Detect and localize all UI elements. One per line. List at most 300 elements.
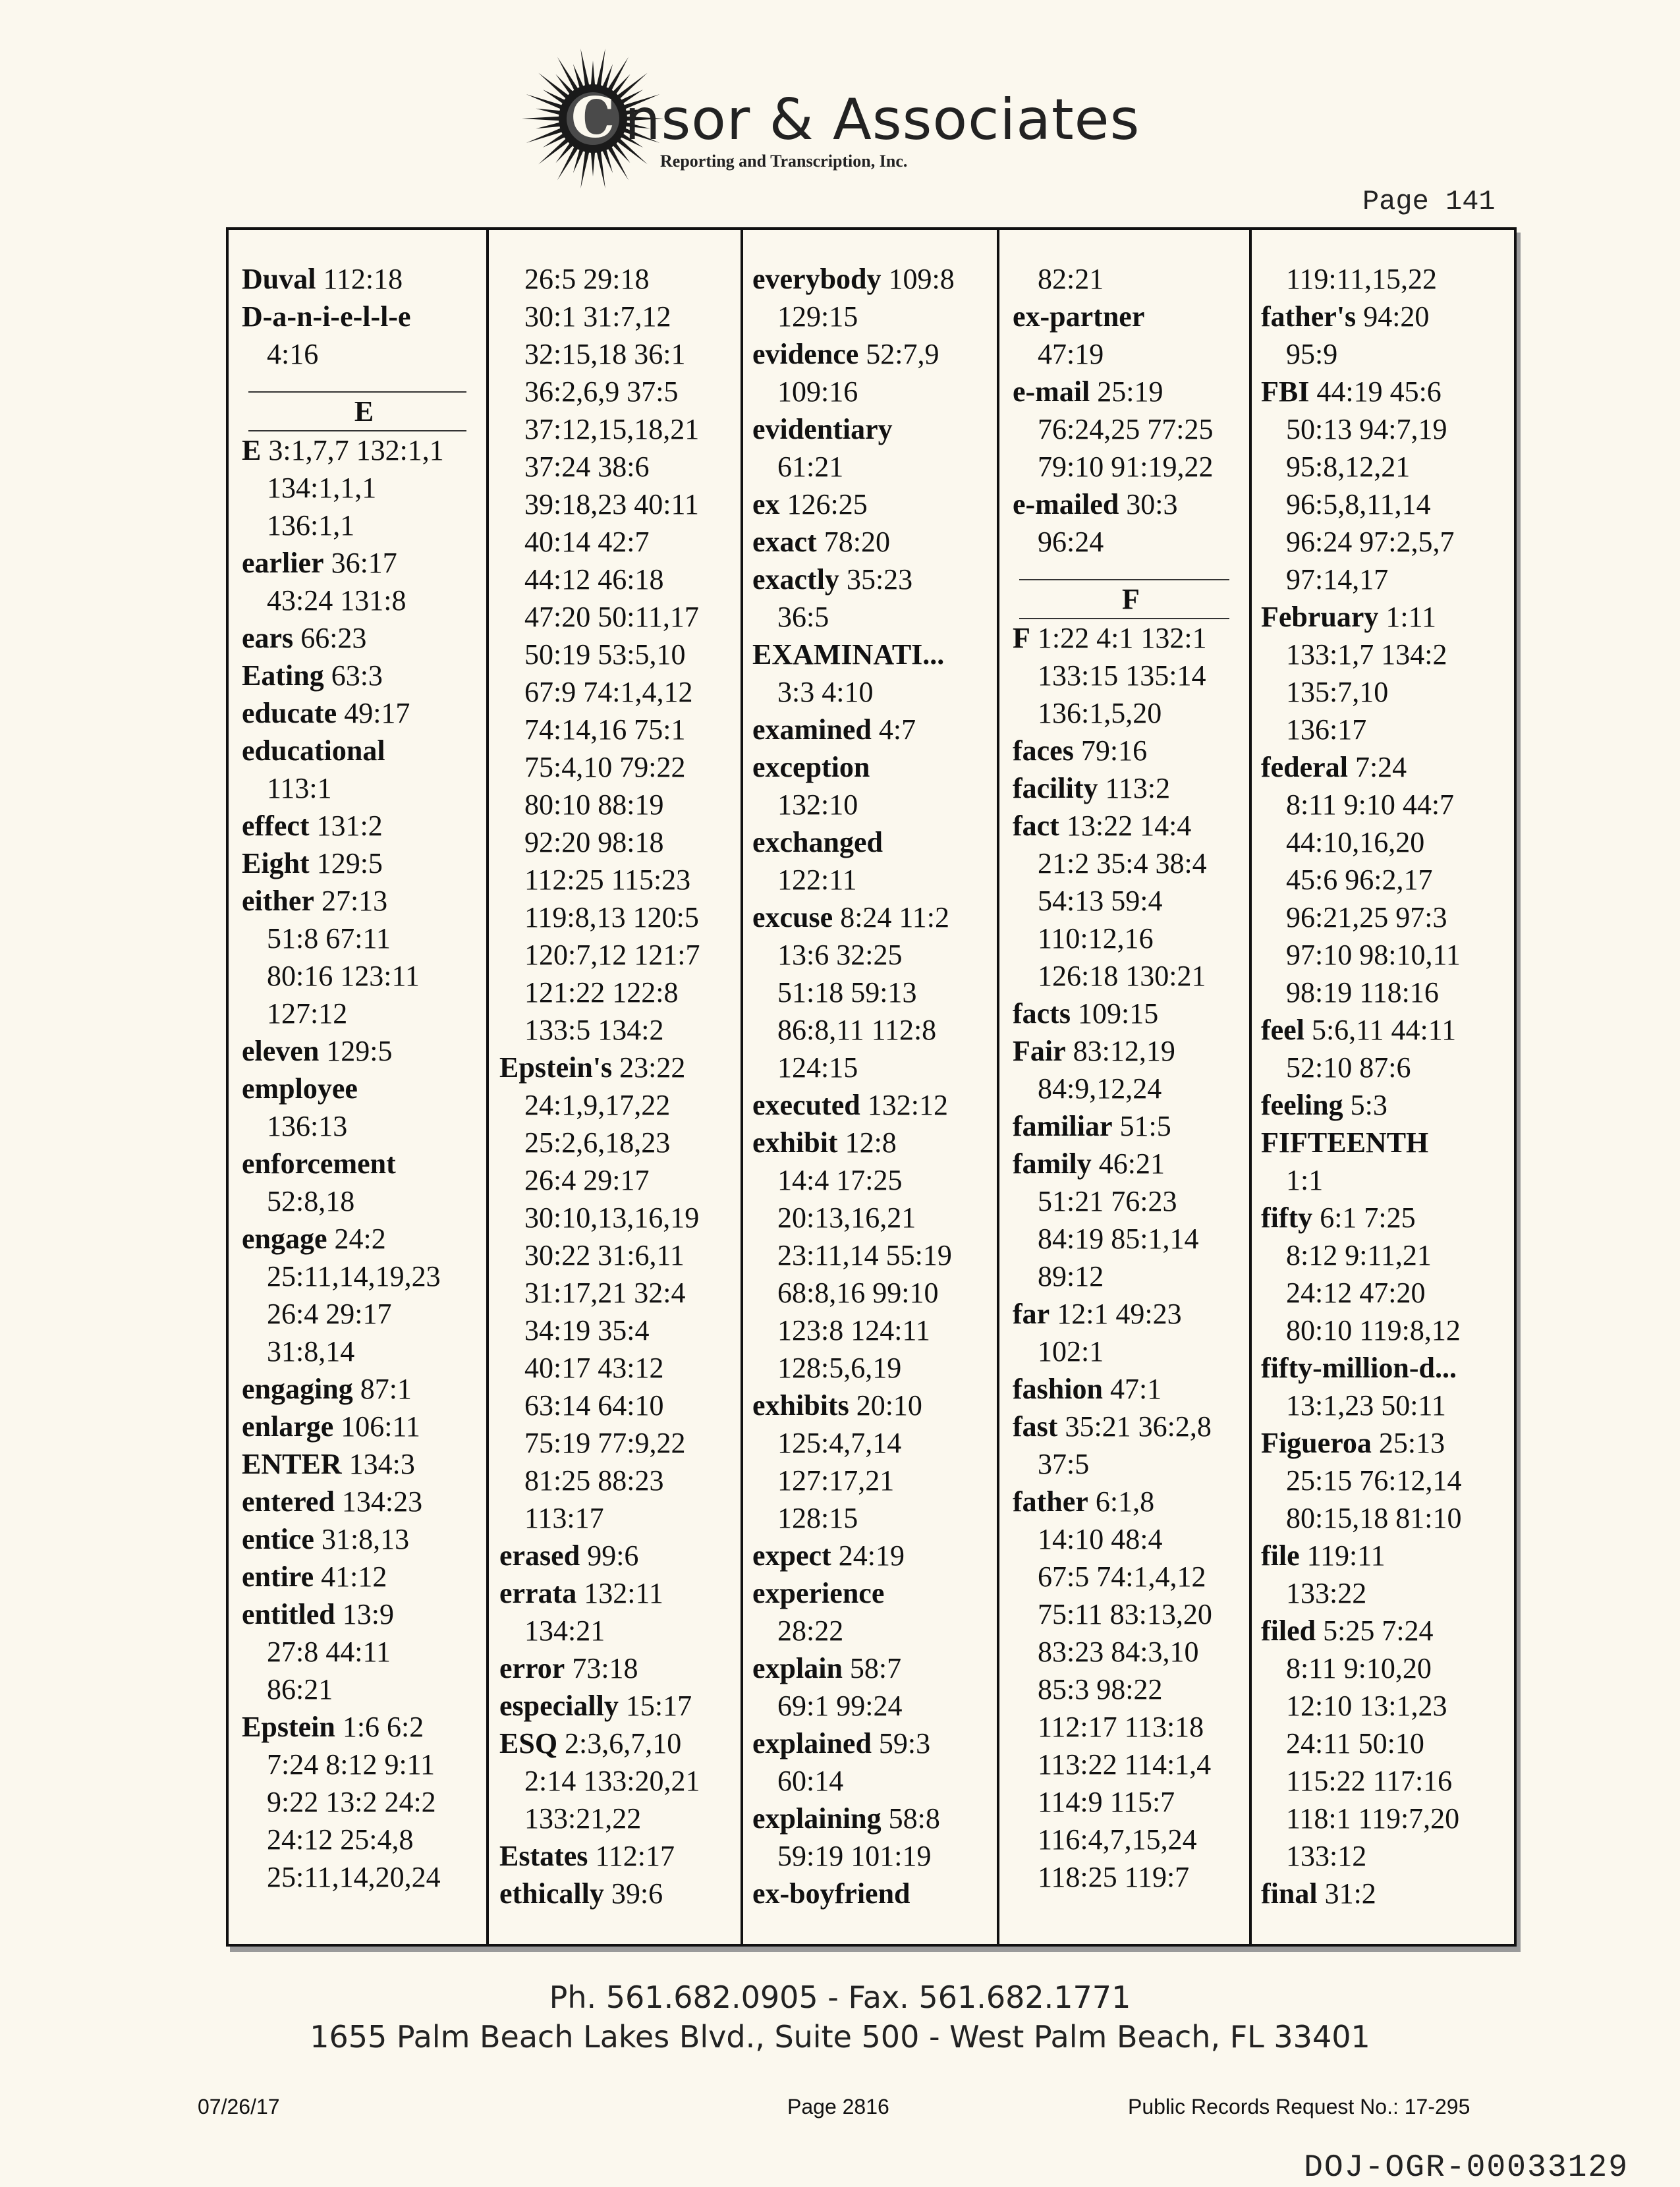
index-entry — [1013, 1032, 1249, 1070]
index-page-line-refs: 35:23 — [846, 563, 913, 595]
index-continuation-refs: 102:1 — [1038, 1335, 1104, 1368]
index-continuation-refs: 25:11,14,19,23 — [267, 1260, 441, 1292]
index-continuation-refs: 25:2,6,18,23 — [524, 1126, 671, 1159]
index-entry — [242, 694, 486, 732]
index-continuation-refs: 31:17,21 32:4 — [524, 1277, 686, 1309]
company-tagline: Reporting and Transcription, Inc. — [660, 152, 908, 171]
index-continuation-refs: 121:22 122:8 — [524, 976, 679, 1009]
index-continuation-refs: 45:6 96:2,17 — [1286, 864, 1433, 896]
index-continuation-refs: 113:17 — [524, 1502, 604, 1534]
index-column-4 — [997, 230, 1249, 1944]
index-term: fact — [1013, 810, 1059, 842]
index-continuation-refs: 50:19 53:5,10 — [524, 638, 686, 671]
index-entry — [752, 1086, 997, 1124]
index-entry — [242, 431, 486, 469]
index-continuation-refs: 52:8,18 — [267, 1185, 355, 1217]
index-page-line-refs: 73:18 — [572, 1652, 638, 1684]
release-date: 07/26/17 — [198, 2095, 280, 2118]
index-entry — [1013, 995, 1249, 1032]
index-continuation-refs: 92:20 98:18 — [524, 826, 664, 858]
index-entry — [752, 1574, 997, 1612]
index-page-line-refs: 30:3 — [1126, 488, 1178, 520]
index-continuation-refs: 14:10 48:4 — [1038, 1523, 1163, 1555]
index-page-line-refs: 39:6 — [611, 1877, 663, 1910]
index-continuation-refs: 74:14,16 75:1 — [524, 713, 686, 746]
company-name: nsor & Associates — [625, 87, 1140, 153]
index-entry — [1261, 1612, 1514, 1649]
index-term: facility — [1013, 772, 1098, 804]
index-continuation-refs: 44:12 46:18 — [524, 563, 664, 595]
index-term: especially — [499, 1690, 619, 1722]
index-page-line-refs: 20:10 — [856, 1389, 922, 1422]
index-page-line-refs: 112:17 — [595, 1840, 675, 1872]
index-term: E — [242, 434, 262, 466]
index-entry — [242, 1483, 486, 1520]
index-term: exact — [752, 526, 817, 558]
index-continuation-refs: 1:1 — [1286, 1164, 1324, 1196]
records-request-number: Public Records Request No.: 17-295 — [1128, 2095, 1470, 2118]
index-page-line-refs: 132:12 — [867, 1089, 948, 1121]
index-continuation-refs: 3:3 4:10 — [777, 676, 874, 708]
index-term: erased — [499, 1539, 580, 1572]
index-page-line-refs: 47:1 — [1109, 1373, 1162, 1405]
index-continuation-refs: 115:22 117:16 — [1286, 1765, 1453, 1797]
index-entry — [752, 1387, 997, 1424]
index-continuation-refs: 67:5 74:1,4,12 — [1038, 1561, 1206, 1593]
index-page-line-refs: 109:8 — [888, 263, 955, 295]
index-term: fifty-million-d... — [1261, 1352, 1457, 1384]
index-continuation-refs: 98:19 118:16 — [1286, 976, 1439, 1009]
index-term: entire — [242, 1561, 314, 1593]
index-term: engaging — [242, 1373, 353, 1405]
index-continuation-refs: 79:10 91:19,22 — [1038, 451, 1214, 483]
index-continuation-refs: 95:8,12,21 — [1286, 451, 1411, 483]
index-continuation-refs: 136:1,1 — [267, 509, 355, 541]
index-page-line-refs: 109:15 — [1077, 997, 1159, 1030]
index-term: filed — [1261, 1615, 1316, 1647]
index-continuation-refs: 127:17,21 — [777, 1464, 895, 1497]
index-page-line-refs: 78:20 — [824, 526, 890, 558]
index-continuation-refs: 76:24,25 77:25 — [1038, 413, 1214, 445]
index-continuation-refs: 8:11 9:10,20 — [1286, 1652, 1432, 1684]
index-continuation-refs: 116:4,7,15,24 — [1038, 1823, 1197, 1856]
index-entry — [499, 1837, 741, 1875]
index-term: e-mail — [1013, 375, 1090, 408]
index-page-line-refs: 12:1 49:23 — [1057, 1298, 1182, 1330]
index-page-line-refs: 31:8,13 — [321, 1523, 410, 1555]
index-page-line-refs: 35:21 36:2,8 — [1065, 1410, 1212, 1443]
svg-text:C: C — [571, 85, 615, 150]
index-entry — [1261, 373, 1514, 410]
index-entry — [752, 823, 997, 861]
index-page-line-refs: 6:1 7:25 — [1320, 1202, 1416, 1234]
index-continuation-refs: 132:10 — [777, 789, 858, 821]
index-page-line-refs: 112:18 — [323, 263, 403, 295]
index-term: exhibits — [752, 1389, 849, 1422]
index-page-line-refs: 12:8 — [845, 1126, 897, 1159]
index-term: error — [499, 1652, 565, 1684]
index-entry — [242, 1408, 486, 1445]
index-entry — [1013, 732, 1249, 769]
index-continuation-refs: 95:9 — [1286, 338, 1338, 370]
index-page-line-refs: 79:16 — [1080, 734, 1148, 767]
index-continuation-refs: 84:19 85:1,14 — [1038, 1223, 1199, 1255]
index-continuation-refs: 133:5 134:2 — [524, 1014, 664, 1046]
index-term: either — [242, 885, 314, 917]
index-entry — [1261, 1086, 1514, 1124]
index-entry — [1013, 1295, 1249, 1333]
index-term: FIFTEENTH — [1261, 1126, 1429, 1159]
index-entry — [242, 807, 486, 844]
index-entry — [752, 711, 997, 748]
index-term: exchanged — [752, 826, 883, 858]
index-continuation-refs: 136:17 — [1286, 713, 1367, 746]
index-entry — [242, 732, 486, 769]
index-continuation-refs: 133:21,22 — [524, 1802, 642, 1835]
index-entry — [752, 1649, 997, 1687]
index-continuation-refs: 37:5 — [1038, 1448, 1090, 1480]
index-continuation-refs: 31:8,14 — [267, 1335, 355, 1368]
index-page-line-refs: 131:2 — [316, 810, 383, 842]
index-continuation-refs: 60:14 — [777, 1765, 844, 1797]
index-entry — [752, 1800, 997, 1837]
index-continuation-refs: 123:8 124:11 — [777, 1314, 930, 1346]
index-page-line-refs: 5:3 — [1350, 1089, 1387, 1121]
index-continuation-refs: 134:1,1,1 — [267, 472, 377, 504]
index-page-line-refs: 4:7 — [878, 713, 916, 746]
index-continuation-refs: 134:21 — [524, 1615, 605, 1647]
index-page-line-refs: 1:6 6:2 — [342, 1711, 424, 1743]
index-continuation-refs: 75:4,10 79:22 — [524, 751, 686, 783]
index-term: facts — [1013, 997, 1071, 1030]
index-term: Eight — [242, 847, 310, 879]
index-entry — [1261, 1349, 1514, 1387]
index-term: D-a-n-i-e-l-l-e — [242, 300, 411, 333]
index-term: fast — [1013, 1410, 1058, 1443]
index-continuation-refs: 84:9,12,24 — [1038, 1072, 1162, 1105]
index-continuation-refs: 47:20 50:11,17 — [524, 601, 699, 633]
index-page-line-refs: 83:12,19 — [1073, 1035, 1175, 1067]
index-term: effect — [242, 810, 310, 842]
index-term: EXAMINATI... — [752, 638, 945, 671]
index-term: Epstein — [242, 1711, 335, 1743]
index-continuation-refs: 24:12 47:20 — [1286, 1277, 1426, 1309]
index-entry — [752, 636, 997, 673]
index-continuation-refs: 68:8,16 99:10 — [777, 1277, 939, 1309]
index-entry — [1013, 1408, 1249, 1445]
index-term: feel — [1261, 1014, 1304, 1046]
index-continuation-refs: 51:8 67:11 — [267, 922, 391, 955]
index-continuation-refs: 25:15 76:12,14 — [1286, 1464, 1462, 1497]
index-continuation-refs: 112:17 113:18 — [1038, 1711, 1204, 1743]
index-term: errata — [499, 1577, 577, 1609]
index-continuation-refs: 44:10,16,20 — [1286, 826, 1425, 858]
index-term: father — [1013, 1485, 1088, 1518]
index-term: ethically — [499, 1877, 604, 1910]
index-term: final — [1261, 1877, 1318, 1910]
index-continuation-refs: 23:11,14 55:19 — [777, 1239, 952, 1271]
index-continuation-refs: 12:10 13:1,23 — [1286, 1690, 1447, 1722]
index-continuation-refs: 89:12 — [1038, 1260, 1104, 1292]
index-continuation-refs: 122:11 — [777, 864, 857, 896]
index-term: Epstein's — [499, 1051, 613, 1084]
index-term: father's — [1261, 300, 1357, 333]
index-continuation-refs: 80:16 123:11 — [267, 960, 420, 992]
index-continuation-refs: 124:15 — [777, 1051, 858, 1084]
index-page-line-refs: 99:6 — [587, 1539, 639, 1572]
index-page-line-refs: 6:1,8 — [1095, 1485, 1155, 1518]
index-continuation-refs: 24:12 25:4,8 — [267, 1823, 414, 1856]
index-page-line-refs: 126:25 — [787, 488, 868, 520]
index-page-line-refs: 24:19 — [838, 1539, 905, 1572]
index-continuation-refs: 50:13 94:7,19 — [1286, 413, 1447, 445]
index-entry — [242, 1558, 486, 1595]
index-term: file — [1261, 1539, 1300, 1572]
index-continuation-refs: 136:1,5,20 — [1038, 697, 1162, 729]
index-entry — [1261, 598, 1514, 636]
index-continuation-refs: 136:13 — [267, 1110, 348, 1142]
index-page-line-refs: 1:11 — [1386, 601, 1436, 633]
index-continuation-refs: 14:4 17:25 — [777, 1164, 903, 1196]
contact-address: 1655 Palm Beach Lakes Blvd., Suite 500 - West Palm Beach, FL 33401 — [310, 2019, 1370, 2055]
index-continuation-refs: 80:10 119:8,12 — [1286, 1314, 1461, 1346]
index-continuation-refs: 96:5,8,11,14 — [1286, 488, 1431, 520]
index-entry — [499, 1875, 741, 1912]
index-entry — [242, 544, 486, 582]
index-continuation-refs: 37:12,15,18,21 — [524, 413, 700, 445]
index-page-line-refs: 87:1 — [360, 1373, 412, 1405]
index-term: explaining — [752, 1802, 882, 1835]
index-page-line-refs: 134:23 — [341, 1485, 423, 1518]
index-page-line-refs: 23:22 — [619, 1051, 686, 1084]
index-continuation-refs: 133:12 — [1286, 1840, 1367, 1872]
index-continuation-refs: 80:10 88:19 — [524, 789, 664, 821]
index-entry — [752, 748, 997, 786]
index-continuation-refs: 63:14 64:10 — [524, 1389, 664, 1422]
index-page-line-refs: 41:12 — [321, 1561, 387, 1593]
index-term: evidence — [752, 338, 859, 370]
index-continuation-refs: 51:18 59:13 — [777, 976, 917, 1009]
index-continuation-refs: 2:14 133:20,21 — [524, 1765, 700, 1797]
index-entry — [1013, 1483, 1249, 1520]
index-entry — [752, 335, 997, 373]
index-continuation-refs: 126:18 130:21 — [1038, 960, 1206, 992]
index-continuation-refs: 133:15 135:14 — [1038, 659, 1206, 692]
index-page-line-refs: 52:7,9 — [866, 338, 939, 370]
index-term: Eating — [242, 659, 324, 692]
index-term: enforcement — [242, 1148, 396, 1180]
index-term: evidentiary — [752, 413, 893, 445]
index-continuation-refs: 109:16 — [777, 375, 858, 408]
index-page-line-refs: 49:17 — [344, 697, 410, 729]
index-continuation-refs: 75:19 77:9,22 — [524, 1427, 686, 1459]
index-page-line-refs: 129:5 — [326, 1035, 393, 1067]
index-term: excuse — [752, 901, 833, 933]
index-entry — [242, 619, 486, 657]
index-entry — [499, 1687, 741, 1725]
index-entry — [1261, 748, 1514, 786]
section-letter-heading: F — [1122, 583, 1140, 615]
index-page-line-refs: 15:17 — [625, 1690, 692, 1722]
transcript-page-number: Page 141 — [1362, 186, 1496, 217]
index-continuation-refs: 81:25 88:23 — [524, 1464, 664, 1497]
index-continuation-refs: 54:13 59:4 — [1038, 885, 1163, 917]
index-term: explained — [752, 1727, 872, 1759]
index-entry — [242, 298, 486, 335]
index-entry — [752, 485, 997, 523]
index-term: e-mailed — [1013, 488, 1119, 520]
index-continuation-refs: 8:11 9:10 44:7 — [1286, 789, 1455, 821]
index-term: fifty — [1261, 1202, 1313, 1234]
index-term: executed — [752, 1089, 860, 1121]
index-term: FBI — [1261, 375, 1310, 408]
index-page-line-refs: 63:3 — [331, 659, 383, 692]
index-continuation-refs: 8:12 9:11,21 — [1286, 1239, 1432, 1271]
index-page-line-refs: 24:2 — [334, 1223, 386, 1255]
index-entry — [1261, 298, 1514, 335]
index-column-3 — [741, 230, 997, 1944]
index-continuation-refs: 27:8 44:11 — [267, 1636, 391, 1668]
index-continuation-refs: 135:7,10 — [1286, 676, 1389, 708]
index-term: faces — [1013, 734, 1074, 767]
index-entry — [1261, 1124, 1514, 1161]
section-spacer — [1013, 561, 1249, 579]
index-entry — [752, 1725, 997, 1762]
index-continuation-refs: 4:16 — [267, 338, 319, 370]
index-continuation-refs: 114:9 115:7 — [1038, 1786, 1175, 1818]
index-entry — [1013, 807, 1249, 844]
index-continuation-refs: 82:21 — [1038, 263, 1104, 295]
index-page-line-refs: 134:3 — [349, 1448, 415, 1480]
index-continuation-refs: 36:5 — [777, 601, 829, 633]
index-entry — [752, 899, 997, 936]
index-term: ears — [242, 622, 294, 654]
contact-phone-fax: Ph. 561.682.0905 - Fax. 561.682.1771 — [549, 1979, 1131, 2015]
index-page-line-refs: 2:3,6,7,10 — [565, 1727, 682, 1759]
index-term: familiar — [1013, 1110, 1113, 1142]
index-continuation-refs: 26:4 29:17 — [267, 1298, 392, 1330]
index-term: experience — [752, 1577, 885, 1609]
index-page-line-refs: 59:3 — [878, 1727, 931, 1759]
index-continuation-refs: 110:12,16 — [1038, 922, 1154, 955]
company-logo — [520, 46, 1166, 184]
index-entry — [242, 1220, 486, 1258]
index-continuation-refs: 32:15,18 36:1 — [524, 338, 686, 370]
index-continuation-refs: 112:25 115:23 — [524, 864, 691, 896]
index-term: educational — [242, 734, 385, 767]
index-page-line-refs: 94:20 — [1363, 300, 1430, 333]
index-term: Duval — [242, 263, 316, 295]
index-continuation-refs: 25:11,14,20,24 — [267, 1861, 441, 1893]
index-entry — [1013, 1145, 1249, 1182]
index-term: Figueroa — [1261, 1427, 1372, 1459]
index-continuation-refs: 96:24 — [1038, 526, 1104, 558]
index-page-line-refs: 31:2 — [1324, 1877, 1376, 1910]
index-continuation-refs: 125:4,7,14 — [777, 1427, 902, 1459]
index-page-line-refs: 119:11 — [1306, 1539, 1386, 1572]
index-continuation-refs: 13:6 32:25 — [777, 939, 903, 971]
index-page-line-refs: 66:23 — [300, 622, 367, 654]
index-entry — [1013, 1370, 1249, 1408]
index-entry — [1013, 769, 1249, 807]
index-continuation-refs: 30:22 31:6,11 — [524, 1239, 685, 1271]
index-entry — [752, 561, 997, 598]
index-page-line-refs: 25:19 — [1097, 375, 1163, 408]
index-entry — [499, 1537, 741, 1574]
index-continuation-refs: 127:12 — [267, 997, 348, 1030]
index-continuation-refs: 119:8,13 120:5 — [524, 901, 699, 933]
index-entry — [242, 1145, 486, 1182]
index-continuation-refs: 69:1 99:24 — [777, 1690, 903, 1722]
index-continuation-refs: 21:2 35:4 38:4 — [1038, 847, 1207, 879]
index-entry — [752, 1875, 997, 1912]
index-entry — [1261, 1199, 1514, 1236]
index-term: exception — [752, 751, 870, 783]
index-entry — [242, 1595, 486, 1633]
index-entry — [242, 657, 486, 694]
index-continuation-refs: 24:11 50:10 — [1286, 1727, 1424, 1759]
index-entry — [1013, 1107, 1249, 1145]
index-continuation-refs: 128:15 — [777, 1502, 858, 1534]
index-continuation-refs: 97:14,17 — [1286, 563, 1389, 595]
index-entry — [752, 1124, 997, 1161]
index-term: employee — [242, 1072, 358, 1105]
index-term: ENTER — [242, 1448, 342, 1480]
index-continuation-refs: 129:15 — [777, 300, 858, 333]
index-entry — [242, 260, 486, 298]
index-continuation-refs: 40:14 42:7 — [524, 526, 650, 558]
index-continuation-refs: 30:10,13,16,19 — [524, 1202, 700, 1234]
index-entry — [1261, 1011, 1514, 1049]
index-term: family — [1013, 1148, 1092, 1180]
index-continuation-refs: 30:1 31:7,12 — [524, 300, 671, 333]
index-column-5 — [1249, 230, 1514, 1944]
index-continuation-refs: 96:24 97:2,5,7 — [1286, 526, 1455, 558]
index-continuation-refs: 24:1,9,17,22 — [524, 1089, 671, 1121]
index-entry — [499, 1574, 741, 1612]
index-continuation-refs: 43:24 131:8 — [267, 584, 406, 617]
index-entry — [1261, 1875, 1514, 1912]
index-page-line-refs: 7:24 — [1355, 751, 1407, 783]
index-entry — [752, 260, 997, 298]
index-page-line-refs: 51:5 — [1119, 1110, 1171, 1142]
index-continuation-refs: 118:1 119:7,20 — [1286, 1802, 1460, 1835]
index-continuation-refs: 26:4 29:17 — [524, 1164, 650, 1196]
index-entry — [242, 844, 486, 882]
index-continuation-refs: 97:10 98:10,11 — [1286, 939, 1461, 971]
bates-number: DOJ-OGR-00033129 — [1304, 2150, 1629, 2186]
index-term: ex-partner — [1013, 300, 1145, 333]
index-continuation-refs: 51:21 76:23 — [1038, 1185, 1177, 1217]
index-term: educate — [242, 697, 337, 729]
index-continuation-refs: 67:9 74:1,4,12 — [524, 676, 693, 708]
index-continuation-refs: 120:7,12 121:7 — [524, 939, 700, 971]
index-page-line-refs: 13:22 14:4 — [1066, 810, 1192, 842]
index-page-line-refs: 132:11 — [584, 1577, 663, 1609]
index-continuation-refs: 52:10 87:6 — [1286, 1051, 1411, 1084]
section-letter-heading: E — [354, 395, 374, 428]
index-term: exactly — [752, 563, 839, 595]
index-column-1 — [229, 230, 486, 1944]
index-term: Fair — [1013, 1035, 1066, 1067]
index-continuation-refs: 118:25 119:7 — [1038, 1861, 1190, 1893]
index-page-line-refs: 5:6,11 44:11 — [1311, 1014, 1457, 1046]
document-page-number: Page 2816 — [787, 2095, 889, 2118]
index-page-line-refs: 27:13 — [321, 885, 388, 917]
index-entry — [499, 1049, 741, 1086]
index-term: examined — [752, 713, 872, 746]
index-continuation-refs: 96:21,25 97:3 — [1286, 901, 1447, 933]
